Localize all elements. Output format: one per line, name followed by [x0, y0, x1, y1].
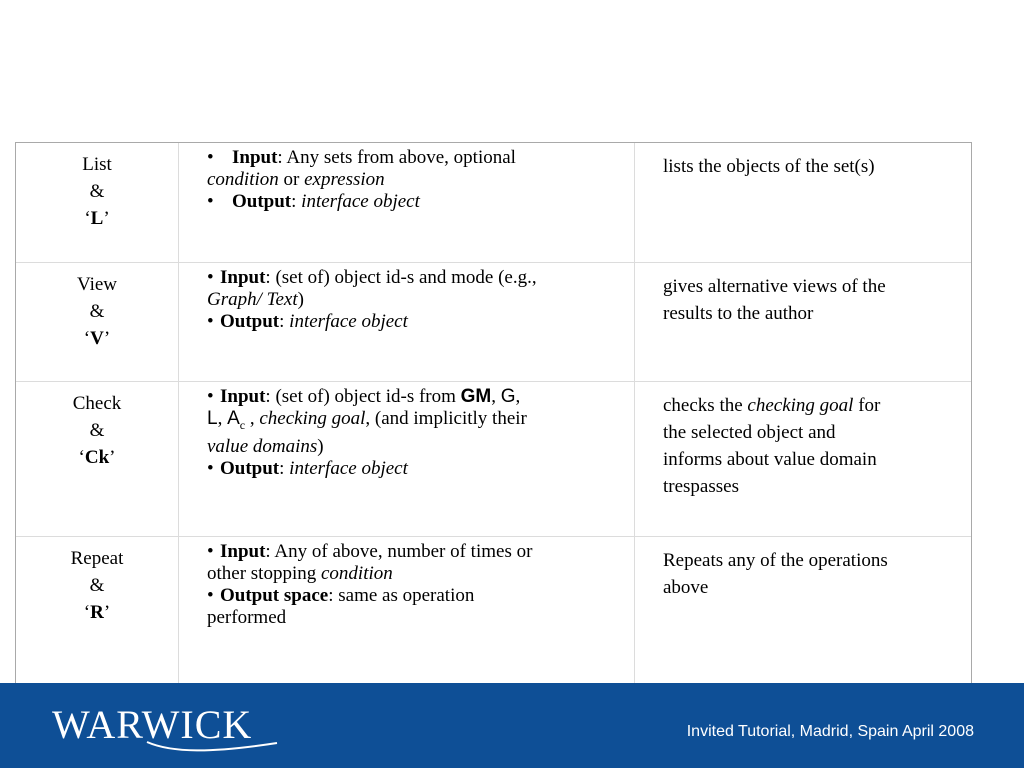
operation-name: Repeat: [70, 548, 124, 569]
operation-name-cell: [16, 263, 178, 382]
bullet-icon: •: [207, 386, 214, 407]
operation-description-cell: [634, 143, 971, 262]
table-row-view: [16, 262, 971, 382]
input-continuation: value domains): [207, 435, 324, 457]
bullet-icon: •: [207, 147, 214, 168]
table-row-list: [16, 143, 971, 262]
operation-name-cell: [16, 537, 178, 690]
operation-description-line: checks the checking goal for: [663, 395, 881, 416]
output-line: • Output space: same as operation: [207, 585, 475, 606]
operation-description-line: trespasses: [663, 476, 739, 497]
operation-description-cell: [634, 263, 971, 382]
operation-description-line: gives alternative views of the: [663, 276, 886, 297]
operation-io-cell: [178, 143, 634, 262]
operation-description-cell: [634, 537, 971, 690]
operation-description-line: informs about value domain: [663, 449, 877, 470]
operation-amp: &: [89, 181, 105, 202]
output-line: • Output: interface object: [207, 191, 420, 212]
output-continuation: performed: [207, 607, 287, 628]
logo-swoosh-icon: [52, 739, 282, 753]
input-continuation: other stopping condition: [207, 563, 393, 584]
bullet-icon: •: [207, 191, 214, 212]
operation-amp: &: [89, 575, 105, 596]
operation-description-line: results to the author: [663, 303, 814, 324]
operation-amp: &: [89, 301, 105, 322]
operation-name: Check: [72, 393, 122, 414]
operation-name-cell: [16, 382, 178, 537]
output-line: • Output: interface object: [207, 311, 408, 332]
operation-name: List: [82, 154, 112, 175]
operation-description-line: the selected object and: [663, 422, 836, 443]
input-continuation: L, $A_c$ , checking goal, (and implicitly their: [207, 408, 527, 432]
operation-description: lists the objects of the set(s): [663, 156, 875, 177]
operation-description-line: Repeats any of the operations: [663, 550, 888, 571]
output-line: • Output: interface object: [207, 457, 408, 479]
warwick-logo: WARWICK: [52, 702, 253, 747]
operation-code: ‘L’: [84, 208, 110, 229]
operation-io-cell: [178, 537, 634, 690]
operation-io-cell: [178, 382, 634, 537]
table-row-check: [16, 381, 971, 537]
footer-bar: [0, 683, 1024, 768]
input-line: • Input: Any of above, number of times or: [207, 541, 533, 562]
bullet-icon: •: [207, 585, 214, 606]
operation-description-line: above: [663, 577, 709, 598]
operation-description-cell: [634, 382, 971, 537]
input-line: • Input: (set of) object id-s from GM, G,: [207, 386, 521, 407]
footer-caption: Invited Tutorial, Madrid, Spain April 2008: [686, 723, 974, 740]
bullet-icon: •: [207, 457, 214, 479]
operation-code: ‘Ck’: [78, 447, 116, 468]
operation-code: ‘V’: [83, 328, 111, 349]
operation-name: View: [76, 274, 117, 295]
input-continuation: condition or expression: [207, 169, 385, 190]
bullet-icon: •: [207, 267, 214, 288]
input-line: • Input: (set of) object id-s and mode (e.g.,: [207, 267, 537, 288]
bullet-icon: •: [207, 541, 214, 562]
operation-name-cell: [16, 143, 178, 262]
input-line: • Input: Any sets from above, optional: [207, 147, 516, 168]
operation-io-cell: [178, 263, 634, 382]
input-continuation: Graph/ Text): [207, 289, 304, 310]
bullet-icon: •: [207, 311, 214, 332]
operations-table: [15, 142, 972, 690]
operation-amp: &: [89, 420, 105, 441]
operation-code: ‘R’: [83, 602, 111, 623]
table-row-repeat: [16, 536, 971, 690]
